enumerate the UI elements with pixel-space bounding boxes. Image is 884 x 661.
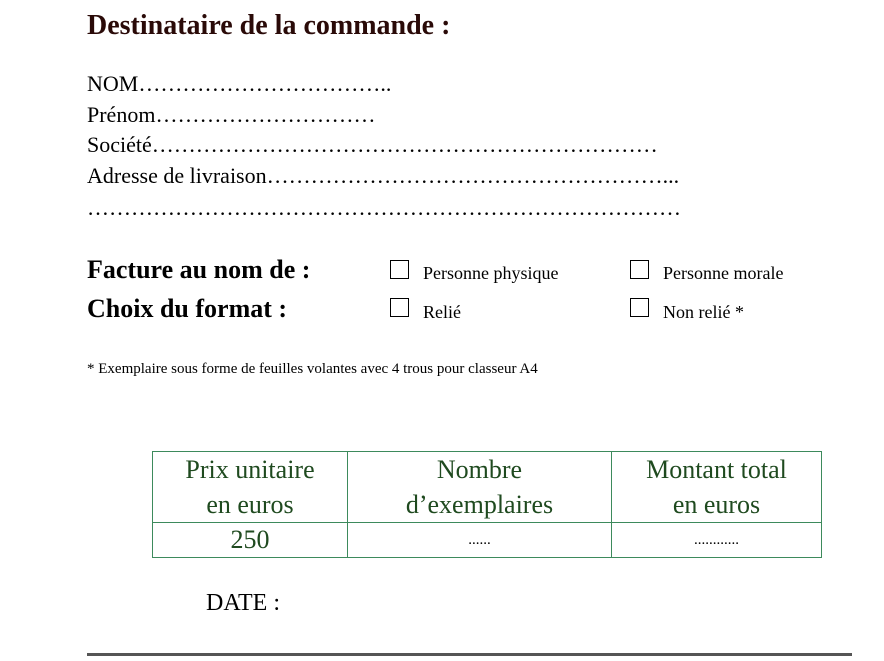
- personne-physique-checkbox[interactable]: [390, 260, 409, 279]
- bottom-divider: [87, 653, 852, 656]
- nom-field[interactable]: NOM……………………………..: [87, 71, 392, 96]
- adresse-field[interactable]: Adresse de livraison………………………………………………...: [87, 163, 680, 188]
- non-relie-label: Non relié *: [663, 302, 744, 322]
- facture-label: Facture au nom de :: [87, 255, 311, 284]
- prix-unitaire-value: 250: [153, 523, 348, 558]
- header-nombre-exemplaires: Nombre d’exemplaires: [348, 452, 612, 523]
- non-relie-checkbox[interactable]: [630, 298, 649, 317]
- montant-total-input[interactable]: ............: [612, 523, 822, 558]
- prenom-field[interactable]: Prénom…………………………: [87, 102, 376, 127]
- societe-field[interactable]: Société……………………………………………………………: [87, 132, 658, 157]
- header-prix-unitaire: Prix unitaire en euros: [153, 452, 348, 523]
- relie-checkbox[interactable]: [390, 298, 409, 317]
- form-title: Destinataire de la commande :: [87, 10, 451, 41]
- personne-morale-label: Personne morale: [663, 263, 784, 283]
- date-label: DATE :: [206, 590, 280, 616]
- adresse-continuation-field[interactable]: ………………………………………………………………………: [87, 195, 681, 220]
- format-footnote: * Exemplaire sous forme de feuilles volantes avec 4 trous pour classeur A4: [87, 361, 538, 377]
- table-row: [153, 523, 822, 558]
- order-table: [152, 451, 822, 558]
- relie-label: Relié: [423, 302, 461, 322]
- table-header-row: [153, 452, 822, 523]
- format-label: Choix du format :: [87, 294, 288, 323]
- header-montant-total: Montant total en euros: [612, 452, 822, 523]
- personne-morale-checkbox[interactable]: [630, 260, 649, 279]
- nombre-exemplaires-input[interactable]: ......: [348, 523, 612, 558]
- personne-physique-label: Personne physique: [423, 263, 559, 283]
